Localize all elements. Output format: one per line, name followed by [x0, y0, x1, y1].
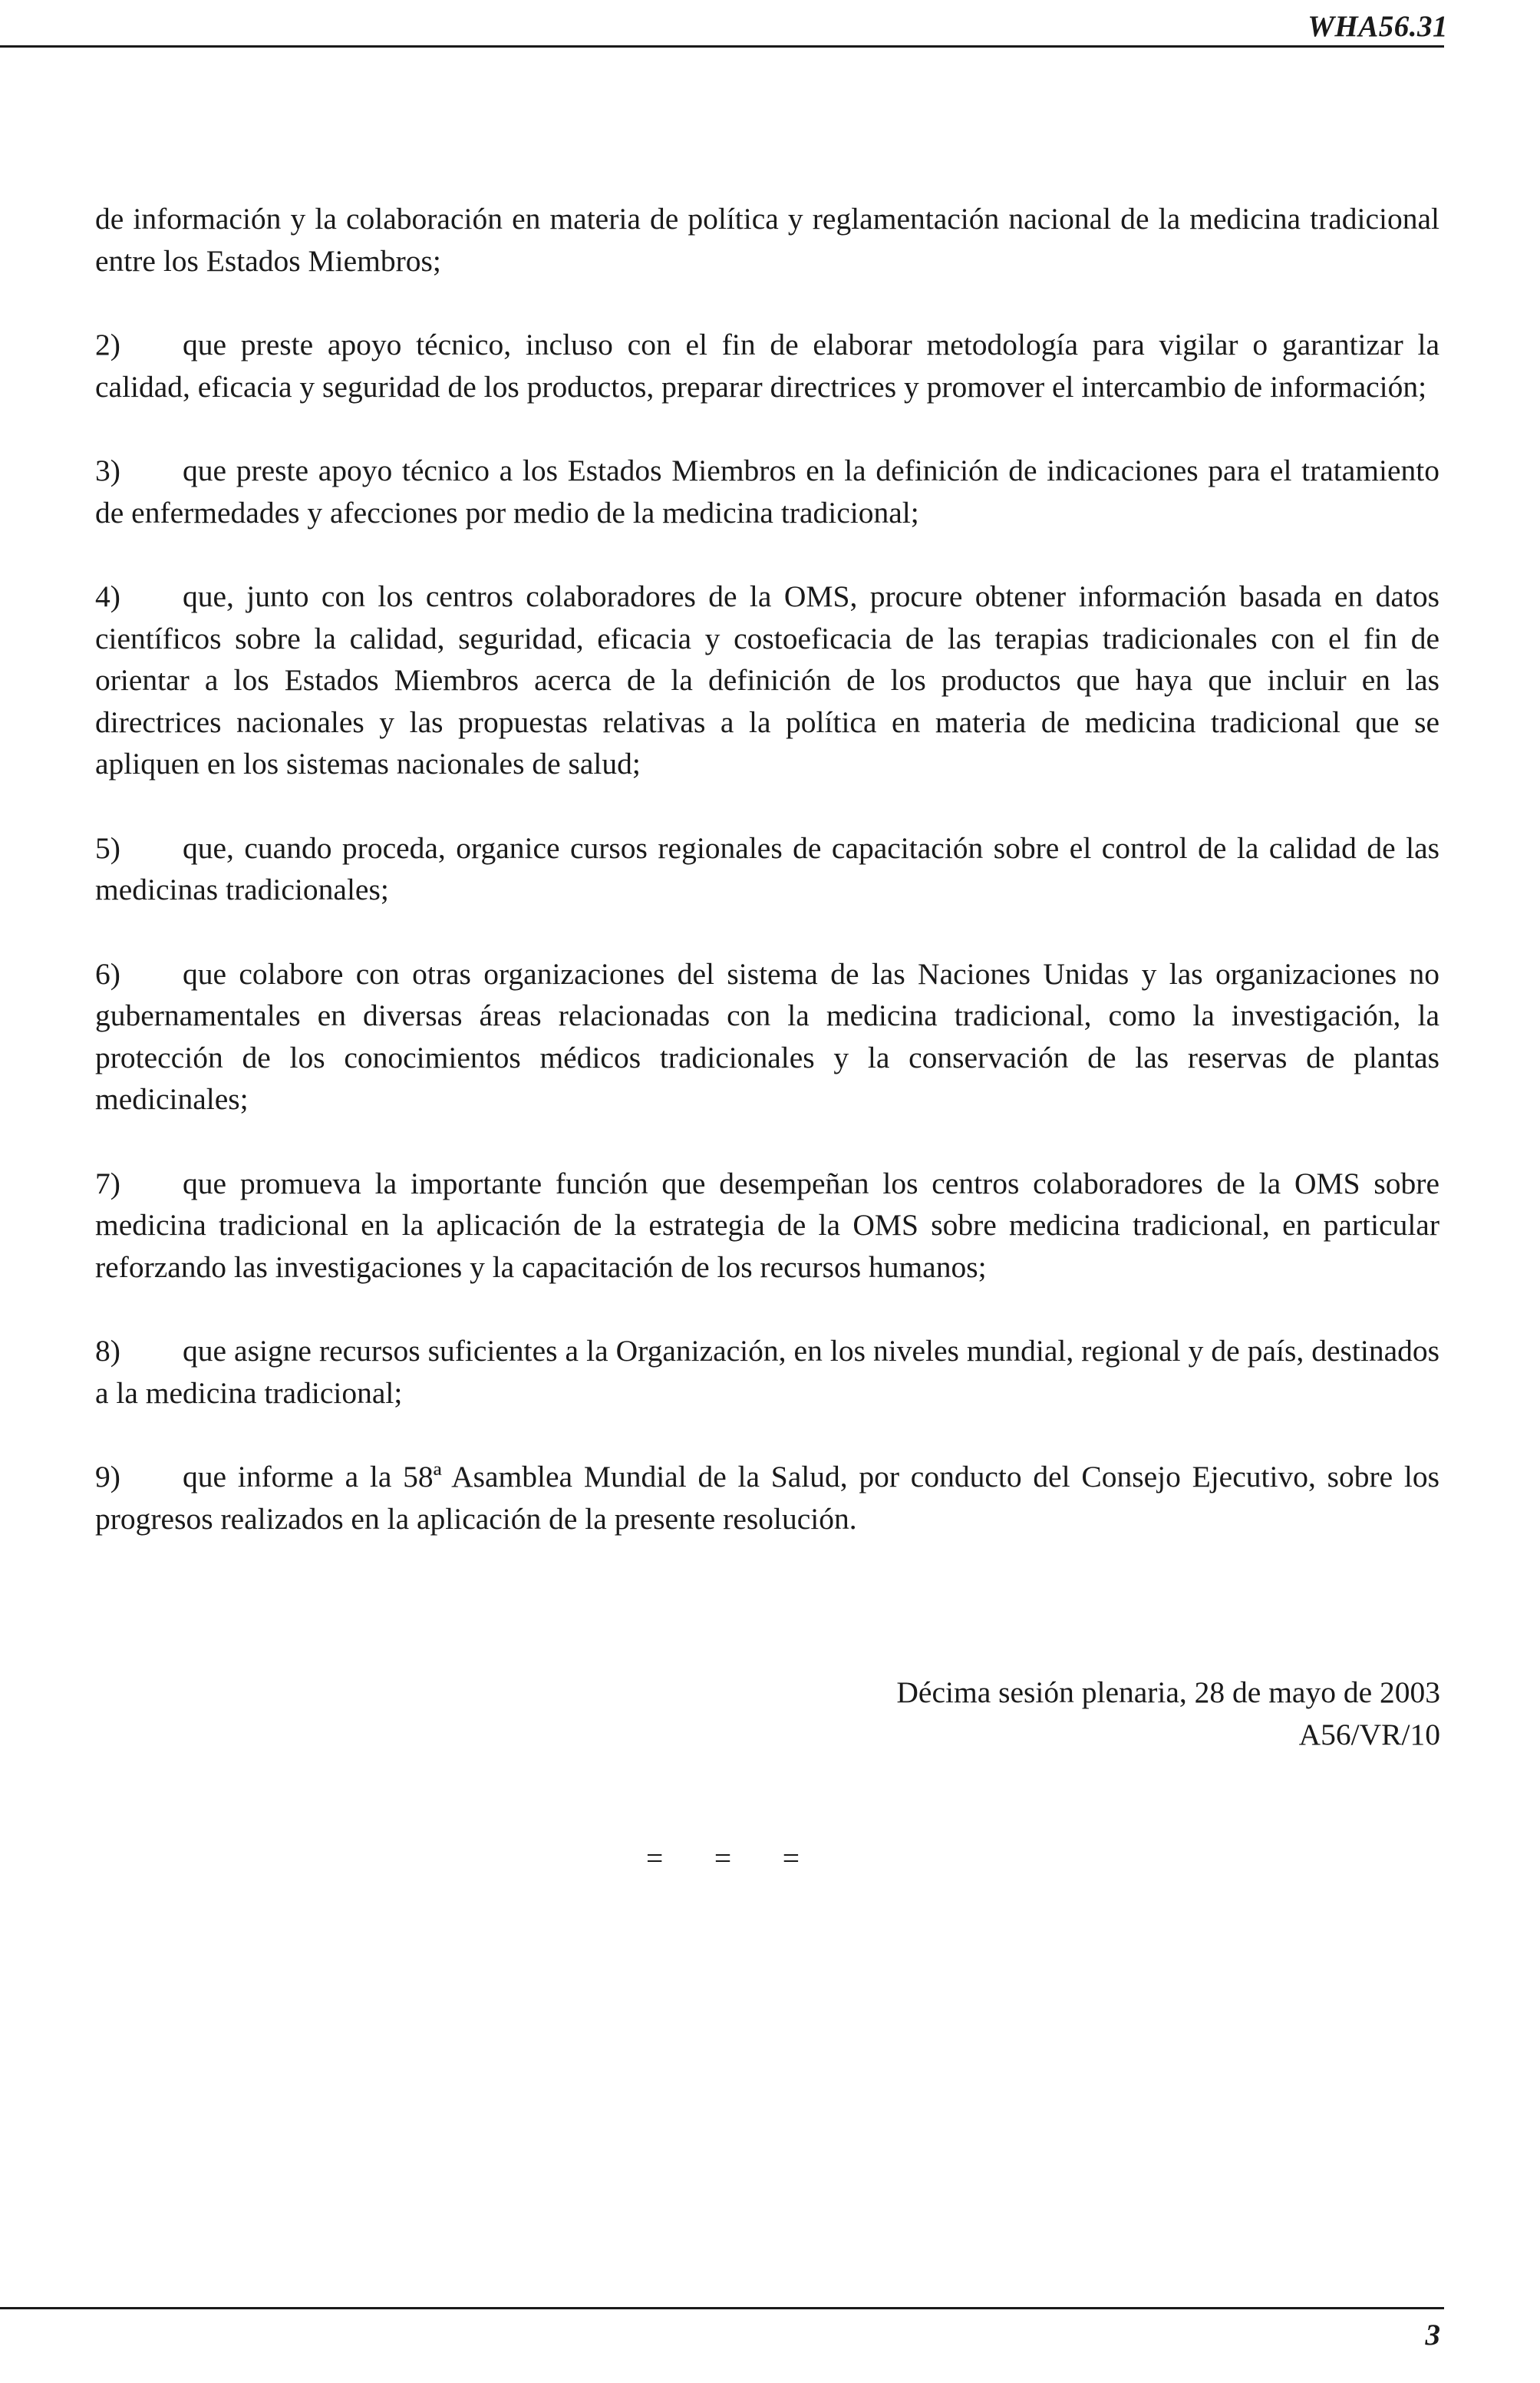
end-mark-symbol: = — [782, 1841, 800, 1875]
paragraph-item-3 — [95, 450, 1439, 533]
resolution-body — [95, 198, 1439, 1582]
item-number: 9) — [95, 1460, 120, 1494]
paragraph-text: de información y la colaboración en materia de política y reglamentación nacional de la medicina tradicional entre los Estados Miembros; — [95, 202, 1439, 278]
item-number: 8) — [95, 1334, 120, 1368]
paragraph-continuation — [95, 198, 1439, 282]
document-header-code: WHA56.31 — [1308, 10, 1448, 43]
item-number: 5) — [95, 830, 120, 865]
paragraph-text: que asigne recursos suficientes a la Organización, en los niveles mundial, regional y de país, destinados a la medicina tradicional; — [95, 1334, 1439, 1410]
item-number: 6) — [95, 956, 120, 991]
paragraph-item-4 — [95, 576, 1439, 785]
paragraph-item-6 — [95, 953, 1439, 1121]
footer-rule — [0, 2307, 1444, 2309]
signoff-block — [896, 1672, 1440, 1755]
session-line: Décima sesión plenaria, 28 de mayo de 2003 — [896, 1675, 1440, 1709]
page-number: 3 — [1425, 2319, 1440, 2352]
paragraph-text: que preste apoyo técnico, incluso con el fin de elaborar metodología para vigilar o garantizar la calidad, eficacia y seguridad de los productos, preparar directrices y promover el intercambio de información; — [95, 328, 1439, 404]
paragraph-text: que, junto con los centros colaboradores de la OMS, procure obtener información basada en datos científicos sobre la calidad, seguridad, eficacia y costoeficacia de las terapias tradicionales con el fin de orientar a los Estados Miembros acerca de la definición de los productos que haya que incluir en las directrices nacionales y las propuestas relativas a la política en materia de medicina tradicional que se apliquen en los sistemas nacionales de salud; — [95, 579, 1439, 781]
paragraph-item-5 — [95, 827, 1439, 911]
end-mark-symbol: = — [646, 1841, 664, 1875]
paragraph-text: que colabore con otras organizaciones del sistema de las Naciones Unidas y las organizaciones no gubernamentales en diversas áreas relacionadas con la medicina tradicional, como la investigación, la protección de los conocimientos médicos tradicionales y la conservación de las reservas de plantas medicinales; — [95, 956, 1439, 1116]
item-number: 3) — [95, 454, 120, 487]
paragraph-text: que promueva la importante función que desempeñan los centros colaboradores de la OMS sobre medicina tradicional en la aplicación de la estrategia de la OMS sobre medicina tradicional, en particular reforzando las investigaciones y la capacitación de los recursos humanos; — [95, 1166, 1439, 1284]
paragraph-item-7 — [95, 1163, 1439, 1289]
paragraph-item-9 — [95, 1456, 1439, 1540]
item-number: 4) — [95, 579, 120, 613]
item-number: 7) — [95, 1166, 120, 1200]
paragraph-text: que preste apoyo técnico a los Estados Miembros en la definición de indicaciones para el tratamiento de enfermedades y afecciones por medio de la medicina tradicional; — [95, 454, 1439, 530]
paragraph-item-8 — [95, 1330, 1439, 1414]
item-number: 2) — [95, 328, 120, 361]
record-reference: A56/VR/10 — [1298, 1717, 1440, 1751]
end-of-document-mark — [646, 1840, 800, 1876]
paragraph-text: que, cuando proceda, organice cursos regionales de capacitación sobre el control de la calidad de las medicinas tradicionales; — [95, 830, 1439, 906]
header-rule — [0, 45, 1444, 48]
paragraph-item-2 — [95, 324, 1439, 408]
end-mark-symbol: = — [714, 1841, 732, 1875]
paragraph-text: que informe a la 58ª Asamblea Mundial de la Salud, por conducto del Consejo Ejecutivo, sobre los progresos realizados en la aplicación de la presente resolución. — [95, 1460, 1439, 1536]
